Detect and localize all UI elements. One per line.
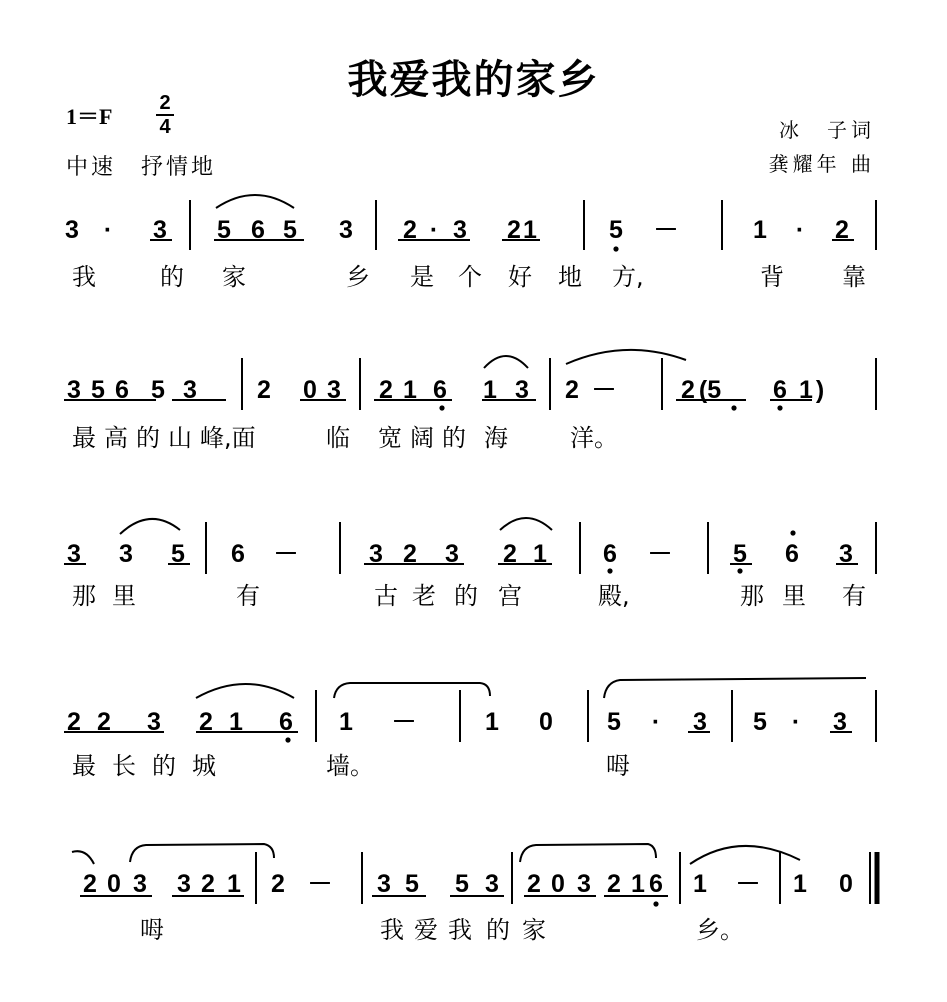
lyric-syllable: 临 <box>326 424 350 452</box>
jianpu-note: 6 <box>649 870 663 898</box>
jianpu-note: ) <box>815 376 825 404</box>
lyric-syllable: 的 <box>136 424 160 452</box>
jianpu-note: 1 <box>227 870 241 898</box>
lyric-syllable: 海 <box>484 424 508 452</box>
jianpu-note: 0 <box>303 376 317 404</box>
jianpu-note: 2 <box>403 540 417 568</box>
lyric-syllable: 呣 <box>140 916 164 944</box>
time-signature-top: 2 <box>159 92 171 114</box>
jianpu-note: · <box>795 216 805 244</box>
lyric-syllable: 洋。 <box>570 424 618 452</box>
lyric-syllable: 靠 <box>842 263 866 291</box>
jianpu-note: 3 <box>693 708 707 736</box>
jianpu-note: 3 <box>147 708 161 736</box>
jianpu-note: 1 <box>533 540 547 568</box>
jianpu-note: 2 <box>257 376 271 404</box>
jianpu-note: 3 <box>67 376 81 404</box>
jianpu-note: 5 <box>217 216 231 244</box>
jianpu-note: 1 <box>793 870 807 898</box>
jianpu-note: － <box>591 376 617 404</box>
jianpu-note: 1 <box>753 216 767 244</box>
jianpu-note: － <box>735 870 761 898</box>
slur <box>566 350 686 364</box>
jianpu-note: 1 <box>693 870 707 898</box>
jianpu-note: 3 <box>445 540 459 568</box>
jianpu-note: 2 <box>379 376 393 404</box>
lyric-syllable: 高 <box>104 424 128 452</box>
jianpu-note: 2 <box>271 870 285 898</box>
octave-dots <box>285 246 795 906</box>
lyric-syllable: 宽 <box>378 424 402 452</box>
jianpu-note: · <box>429 216 439 244</box>
slur <box>72 851 94 864</box>
lyric-syllable: 最 <box>72 752 96 780</box>
notes-layer <box>65 216 853 898</box>
lyric-syllable: 爱 <box>414 916 438 944</box>
jianpu-note: － <box>273 540 299 568</box>
lyric-syllable: 的 <box>152 752 176 780</box>
jianpu-note: · <box>103 216 113 244</box>
jianpu-note: 5 <box>171 540 185 568</box>
jianpu-note: 5 <box>91 376 105 404</box>
jianpu-note: 6 <box>231 540 245 568</box>
lyric-syllable: 的 <box>486 916 510 944</box>
jianpu-note: 3 <box>515 376 529 404</box>
jianpu-note: 2 <box>199 708 213 736</box>
jianpu-note: 3 <box>183 376 197 404</box>
low-octave-dot <box>731 405 736 410</box>
jianpu-note: 0 <box>107 870 121 898</box>
slur <box>500 518 552 530</box>
lyric-syllable: 那 <box>72 582 96 610</box>
jianpu-note: 2 <box>503 540 517 568</box>
jianpu-note: 1 <box>229 708 243 736</box>
high-octave-dot <box>790 530 795 535</box>
lyric-syllable: 背 <box>760 263 784 291</box>
jianpu-note: (5 <box>698 376 722 404</box>
jianpu-note: － <box>647 540 673 568</box>
lyric-syllable: 有 <box>842 582 866 610</box>
lyric-syllable: 个 <box>458 263 482 291</box>
jianpu-note: 3 <box>67 540 81 568</box>
jianpu-note: 6 <box>785 540 799 568</box>
jianpu-note: 2 <box>507 216 521 244</box>
jianpu-note: 6 <box>433 376 447 404</box>
slur <box>216 195 294 208</box>
lyric-syllable: 乡。 <box>696 916 744 944</box>
jianpu-note: 5 <box>151 376 165 404</box>
jianpu-note: 5 <box>609 216 623 244</box>
jianpu-note: 2 <box>565 376 579 404</box>
lyric-syllable: 家 <box>222 263 246 291</box>
low-octave-dot <box>613 246 618 251</box>
jianpu-note: 1 <box>403 376 417 404</box>
tie <box>334 683 490 698</box>
jianpu-note: 6 <box>251 216 265 244</box>
lyric-syllable: 墙。 <box>326 752 374 780</box>
lyric-syllable: 的 <box>454 582 478 610</box>
lyric-syllable: 宫 <box>498 582 522 610</box>
lyric-syllable: 山 <box>168 424 192 452</box>
lyric-syllable: 峰,面 <box>200 424 256 452</box>
lyricist-credit: 冰 子词 <box>779 118 875 142</box>
lyric-syllable: 方, <box>612 263 644 291</box>
lyric-syllable: 殿, <box>598 582 630 610</box>
jianpu-note: 2 <box>607 870 621 898</box>
jianpu-note: 3 <box>153 216 167 244</box>
jianpu-note: 5 <box>733 540 747 568</box>
slur <box>196 684 294 698</box>
slur <box>520 844 656 862</box>
jianpu-note: 1 <box>523 216 537 244</box>
lyric-syllable: 古 <box>374 582 398 610</box>
lyric-syllable: 的 <box>442 424 466 452</box>
low-octave-dot <box>777 405 782 410</box>
jianpu-note: － <box>653 216 679 244</box>
lyric-syllable: 城 <box>192 752 216 780</box>
slur <box>120 519 180 534</box>
jianpu-note: · <box>651 708 661 736</box>
jianpu-note: 6 <box>603 540 617 568</box>
jianpu-note: 2 <box>67 708 81 736</box>
jianpu-note: 3 <box>177 870 191 898</box>
jianpu-note: 5 <box>607 708 621 736</box>
composer-credit: 龚耀年 曲 <box>768 152 875 176</box>
jianpu-note: 6 <box>773 376 787 404</box>
low-octave-dot <box>653 901 658 906</box>
jianpu-note: 2 <box>83 870 97 898</box>
lyric-syllable: 那 <box>740 582 764 610</box>
jianpu-note: 2 <box>97 708 111 736</box>
lyric-syllable: 我 <box>72 263 96 291</box>
tie <box>690 846 800 864</box>
lyric-syllable: 地 <box>558 263 582 291</box>
jianpu-note: 2 <box>403 216 417 244</box>
lyric-syllable: 好 <box>508 263 532 291</box>
slur <box>604 678 866 698</box>
jianpu-note: － <box>307 870 333 898</box>
lyric-syllable: 我 <box>448 916 472 944</box>
slur <box>484 356 528 368</box>
jianpu-note: 1 <box>339 708 353 736</box>
jianpu-note: 1 <box>799 376 813 404</box>
jianpu-note: 5 <box>283 216 297 244</box>
jianpu-note: 2 <box>527 870 541 898</box>
jianpu-note: 3 <box>65 216 79 244</box>
jianpu-note: 5 <box>455 870 469 898</box>
jianpu-note: 5 <box>753 708 767 736</box>
jianpu-note: 3 <box>485 870 499 898</box>
song-title: 我爱我的家乡 <box>347 57 600 103</box>
jianpu-note: 3 <box>453 216 467 244</box>
lyric-syllable: 呣 <box>606 752 630 780</box>
lyric-syllable: 家 <box>522 916 546 944</box>
low-octave-dot <box>737 568 742 573</box>
jianpu-note: 3 <box>327 376 341 404</box>
jianpu-note: 0 <box>839 870 853 898</box>
low-octave-dot <box>607 568 612 573</box>
jianpu-note: 2 <box>201 870 215 898</box>
lyric-syllable: 里 <box>112 582 136 610</box>
jianpu-note: 2 <box>835 216 849 244</box>
lyric-syllable: 老 <box>412 582 436 610</box>
key-signature: 1＝F <box>66 104 113 129</box>
slur <box>130 844 274 862</box>
jianpu-note: 0 <box>539 708 553 736</box>
jianpu-note: 0 <box>551 870 565 898</box>
lyric-syllable: 的 <box>160 263 184 291</box>
jianpu-note: 3 <box>133 870 147 898</box>
lyric-syllable: 最 <box>72 424 96 452</box>
jianpu-note: 1 <box>631 870 645 898</box>
jianpu-note: 3 <box>339 216 353 244</box>
jianpu-note: 3 <box>839 540 853 568</box>
tempo-marking: 中速 抒情地 <box>66 155 217 180</box>
jianpu-note: 3 <box>369 540 383 568</box>
jianpu-note: 3 <box>577 870 591 898</box>
lyrics-layer <box>72 263 866 944</box>
lyric-syllable: 是 <box>410 263 434 291</box>
jianpu-note: 1 <box>483 376 497 404</box>
jianpu-note: 1 <box>485 708 499 736</box>
jianpu-note: 6 <box>115 376 129 404</box>
jianpu-note: 2 <box>681 376 695 404</box>
jianpu-note: － <box>391 708 417 736</box>
lyric-syllable: 有 <box>236 582 260 610</box>
time-signature-bottom: 4 <box>159 116 171 138</box>
lyric-syllable: 里 <box>782 582 806 610</box>
jianpu-note: 5 <box>405 870 419 898</box>
lyric-syllable: 乡 <box>346 263 370 291</box>
jianpu-note: 3 <box>377 870 391 898</box>
jianpu-note: · <box>791 708 801 736</box>
lyric-syllable: 长 <box>112 752 136 780</box>
jianpu-note: 3 <box>119 540 133 568</box>
staff-lines <box>64 195 877 904</box>
lyric-syllable: 阔 <box>410 424 434 452</box>
low-octave-dot <box>285 737 290 742</box>
jianpu-note: 6 <box>279 708 293 736</box>
low-octave-dot <box>439 405 444 410</box>
jianpu-note: 3 <box>833 708 847 736</box>
lyric-syllable: 我 <box>380 916 404 944</box>
